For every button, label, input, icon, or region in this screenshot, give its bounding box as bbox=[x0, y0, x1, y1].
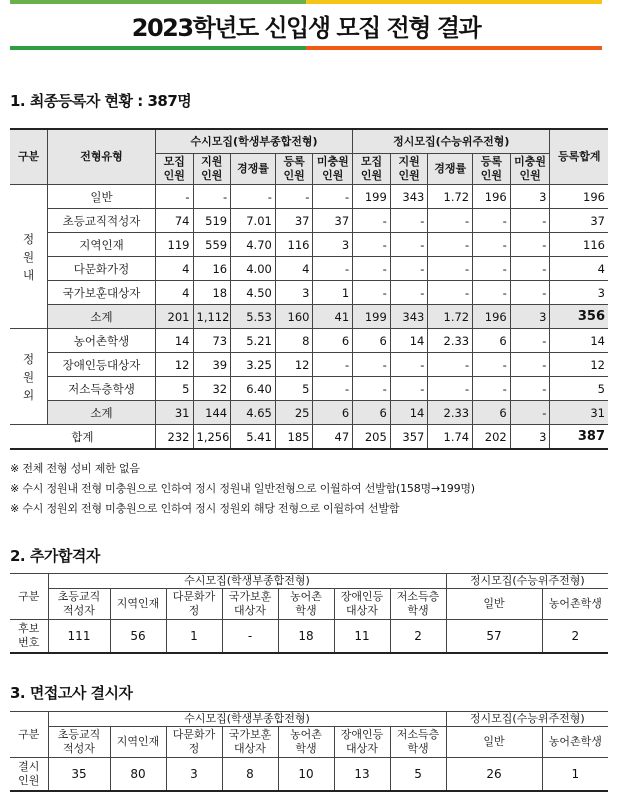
total-value: 357 bbox=[390, 425, 428, 450]
header-subcol: 미충원 인원 bbox=[313, 154, 353, 185]
row-value: - bbox=[428, 233, 473, 257]
row-value: 2.33 bbox=[428, 329, 473, 353]
row-value: 5.53 bbox=[231, 305, 276, 329]
header-gubun: 구분 bbox=[10, 574, 48, 620]
row-value: - bbox=[353, 353, 391, 377]
row-value: 12 bbox=[275, 353, 313, 377]
row-value: 6 bbox=[473, 401, 511, 425]
row-value: 2.33 bbox=[428, 401, 473, 425]
row-value: 4 bbox=[155, 281, 193, 305]
row-value: 1,112 bbox=[193, 305, 231, 329]
title-banner bbox=[10, 0, 602, 52]
registration-table bbox=[10, 128, 608, 450]
row-value: 8 bbox=[222, 758, 278, 792]
row-value: 144 bbox=[193, 401, 231, 425]
row-value: 32 bbox=[193, 377, 231, 401]
row-value: 199 bbox=[353, 305, 391, 329]
header-jeongsi: 정시모집(수능위주전형) bbox=[446, 574, 608, 589]
table-row bbox=[10, 233, 608, 257]
row-value: - bbox=[428, 257, 473, 281]
table-row bbox=[10, 377, 608, 401]
row-value: 25 bbox=[275, 401, 313, 425]
row-value: 11 bbox=[334, 620, 390, 654]
header-susi: 수시모집(학생부종합전형) bbox=[48, 574, 446, 589]
row-value: 39 bbox=[193, 353, 231, 377]
header-subcol: 국가보훈 대상자 bbox=[222, 727, 278, 758]
row-value: 4 bbox=[550, 257, 608, 281]
header-subcol: 모집 인원 bbox=[353, 154, 391, 185]
table-row bbox=[10, 353, 608, 377]
total-value: 205 bbox=[353, 425, 391, 450]
row-label: 후보 번호 bbox=[10, 620, 48, 654]
row-value: - bbox=[473, 377, 511, 401]
row-value: 31 bbox=[155, 401, 193, 425]
row-label: 장애인등대상자 bbox=[48, 353, 156, 377]
header-subcol: 일반 bbox=[446, 727, 542, 758]
row-label: 저소득층학생 bbox=[48, 377, 156, 401]
row-label: 지역인재 bbox=[48, 233, 156, 257]
row-value: 80 bbox=[110, 758, 166, 792]
row-value: 5 bbox=[390, 758, 446, 792]
title-bottom-bar bbox=[10, 46, 602, 50]
row-value: - bbox=[193, 185, 231, 209]
total-value: 202 bbox=[473, 425, 511, 450]
header-row bbox=[10, 589, 608, 620]
row-value: - bbox=[390, 233, 428, 257]
row-value: - bbox=[390, 257, 428, 281]
header-total: 등록합계 bbox=[550, 129, 608, 185]
row-value: - bbox=[313, 353, 353, 377]
row-value: 4.70 bbox=[231, 233, 276, 257]
row-value: - bbox=[390, 281, 428, 305]
row-label: 초등교직적성자 bbox=[48, 209, 156, 233]
row-value: 41 bbox=[313, 305, 353, 329]
row-value: - bbox=[222, 620, 278, 654]
row-value: 160 bbox=[275, 305, 313, 329]
row-value: - bbox=[473, 281, 511, 305]
row-value: 4.50 bbox=[231, 281, 276, 305]
header-subcol: 등록 인원 bbox=[275, 154, 313, 185]
note-line: ※ 수시 정원외 전형 미충원으로 인하여 정시 정원외 해당 전형으로 이월하여 선발함 bbox=[10, 502, 400, 515]
interview-absentee-table bbox=[10, 711, 608, 792]
row-value: - bbox=[510, 257, 550, 281]
header-row bbox=[10, 129, 608, 154]
total-value: 1,256 bbox=[193, 425, 231, 450]
header-type: 전형유형 bbox=[48, 129, 156, 185]
header-jeongsi: 정시모집(수능위주전형) bbox=[353, 129, 550, 154]
row-value: 3.25 bbox=[231, 353, 276, 377]
header-subcol: 미충원 인원 bbox=[510, 154, 550, 185]
header-subcol: 지역인재 bbox=[110, 589, 166, 620]
row-value: 3 bbox=[313, 233, 353, 257]
subtotal-row bbox=[10, 305, 608, 329]
note-line: ※ 수시 정원내 전형 미충원으로 인하여 정시 정원내 일반전형으로 이월하여 선발함(158명→199명) bbox=[10, 482, 475, 495]
total-value: 185 bbox=[275, 425, 313, 450]
row-value: 31 bbox=[550, 401, 608, 425]
row-value: 4.00 bbox=[231, 257, 276, 281]
row-value: 57 bbox=[446, 620, 542, 654]
row-value: 56 bbox=[110, 620, 166, 654]
header-subcol: 등록 인원 bbox=[473, 154, 511, 185]
row-value: - bbox=[353, 281, 391, 305]
row-value: 4.65 bbox=[231, 401, 276, 425]
row-value: - bbox=[390, 353, 428, 377]
row-value: 201 bbox=[155, 305, 193, 329]
row-value: - bbox=[473, 233, 511, 257]
row-value: 14 bbox=[155, 329, 193, 353]
header-subcol: 지원 인원 bbox=[390, 154, 428, 185]
table-row bbox=[10, 620, 608, 654]
header-subcol: 지원 인원 bbox=[193, 154, 231, 185]
total-value: 47 bbox=[313, 425, 353, 450]
total-value: 3 bbox=[510, 425, 550, 450]
header-subcol: 저소득층 학생 bbox=[390, 589, 446, 620]
row-value: 356 bbox=[550, 305, 608, 329]
row-value: 343 bbox=[390, 185, 428, 209]
row-value: 5 bbox=[155, 377, 193, 401]
table-row bbox=[10, 209, 608, 233]
row-value: - bbox=[428, 209, 473, 233]
header-subcol: 모집 인원 bbox=[155, 154, 193, 185]
row-value: 18 bbox=[278, 620, 334, 654]
row-value: - bbox=[510, 353, 550, 377]
row-value: - bbox=[353, 209, 391, 233]
row-value: - bbox=[428, 353, 473, 377]
row-value: - bbox=[390, 377, 428, 401]
row-value: - bbox=[473, 353, 511, 377]
row-value: 196 bbox=[473, 185, 511, 209]
row-value: 119 bbox=[155, 233, 193, 257]
row-label: 국가보훈대상자 bbox=[48, 281, 156, 305]
table-row bbox=[10, 281, 608, 305]
total-value: 232 bbox=[155, 425, 193, 450]
row-value: 199 bbox=[353, 185, 391, 209]
row-value: 6 bbox=[353, 329, 391, 353]
header-subcol: 다문화가정 bbox=[166, 589, 222, 620]
row-value: - bbox=[155, 185, 193, 209]
row-value: 12 bbox=[550, 353, 608, 377]
row-value: 2 bbox=[542, 620, 608, 654]
header-subcol: 경쟁률 bbox=[428, 154, 473, 185]
row-value: 73 bbox=[193, 329, 231, 353]
row-value: 111 bbox=[48, 620, 110, 654]
row-value: - bbox=[313, 257, 353, 281]
row-value: 4 bbox=[155, 257, 193, 281]
row-value: 1 bbox=[166, 620, 222, 654]
row-value: - bbox=[390, 209, 428, 233]
header-subcol: 농어촌학생 bbox=[542, 727, 608, 758]
row-value: 16 bbox=[193, 257, 231, 281]
total-row bbox=[10, 425, 608, 450]
row-value: - bbox=[275, 185, 313, 209]
row-value: 10 bbox=[278, 758, 334, 792]
row-value: - bbox=[353, 257, 391, 281]
row-value: 1.72 bbox=[428, 305, 473, 329]
header-subcol: 저소득층 학생 bbox=[390, 727, 446, 758]
header-row bbox=[10, 712, 608, 727]
header-row bbox=[10, 727, 608, 758]
row-value: - bbox=[510, 329, 550, 353]
subtotal-row bbox=[10, 401, 608, 425]
section3-heading: 3. 면접고사 결시자 bbox=[10, 684, 133, 702]
row-value: 3 bbox=[510, 185, 550, 209]
row-value: - bbox=[313, 377, 353, 401]
row-value: 3 bbox=[275, 281, 313, 305]
row-value: 12 bbox=[155, 353, 193, 377]
table-row bbox=[10, 329, 608, 353]
row-value: 13 bbox=[334, 758, 390, 792]
row-value: - bbox=[428, 281, 473, 305]
table-row bbox=[10, 185, 608, 209]
row-value: 1.72 bbox=[428, 185, 473, 209]
row-value: 5 bbox=[275, 377, 313, 401]
header-row bbox=[10, 574, 608, 589]
row-value: 3 bbox=[510, 305, 550, 329]
row-value: 5.21 bbox=[231, 329, 276, 353]
row-value: 196 bbox=[473, 305, 511, 329]
row-value: 5 bbox=[550, 377, 608, 401]
table-row bbox=[10, 257, 608, 281]
row-value: 519 bbox=[193, 209, 231, 233]
row-value: - bbox=[510, 233, 550, 257]
row-value: - bbox=[510, 377, 550, 401]
row-value: - bbox=[510, 209, 550, 233]
section1-heading: 1. 최종등록자 현황 : 387명 bbox=[10, 92, 192, 110]
row-value: 14 bbox=[390, 329, 428, 353]
page-title: 2023학년도 신입생 모집 전형 결과 bbox=[131, 14, 481, 42]
row-value: 116 bbox=[550, 233, 608, 257]
header-subcol: 장애인등 대상자 bbox=[334, 727, 390, 758]
row-value: 37 bbox=[313, 209, 353, 233]
row-value: 14 bbox=[390, 401, 428, 425]
row-value: 1 bbox=[542, 758, 608, 792]
row-value: 116 bbox=[275, 233, 313, 257]
section2-heading: 2. 추가합격자 bbox=[10, 547, 100, 565]
row-value: 37 bbox=[550, 209, 608, 233]
header-subcol: 장애인등 대상자 bbox=[334, 589, 390, 620]
row-value: - bbox=[510, 281, 550, 305]
row-value: - bbox=[353, 233, 391, 257]
row-value: 6 bbox=[313, 401, 353, 425]
row-value: - bbox=[510, 401, 550, 425]
row-value: - bbox=[353, 377, 391, 401]
row-value: 7.01 bbox=[231, 209, 276, 233]
row-label: 일반 bbox=[48, 185, 156, 209]
header-subcol: 경쟁률 bbox=[231, 154, 276, 185]
header-susi: 수시모집(학생부종합전형) bbox=[155, 129, 352, 154]
row-value: - bbox=[231, 185, 276, 209]
row-value: 74 bbox=[155, 209, 193, 233]
row-value: 196 bbox=[550, 185, 608, 209]
header-subcol: 농어촌 학생 bbox=[278, 727, 334, 758]
row-value: 26 bbox=[446, 758, 542, 792]
row-value: 8 bbox=[275, 329, 313, 353]
header-susi: 수시모집(학생부종합전형) bbox=[48, 712, 446, 727]
row-value: - bbox=[473, 257, 511, 281]
group-label-in: 정 원 내 bbox=[10, 185, 48, 329]
row-value: 559 bbox=[193, 233, 231, 257]
row-value: 6.40 bbox=[231, 377, 276, 401]
row-value: 6 bbox=[353, 401, 391, 425]
total-value: 5.41 bbox=[231, 425, 276, 450]
row-value: 4 bbox=[275, 257, 313, 281]
total-label: 합계 bbox=[10, 425, 155, 450]
group-label-out: 정 원 외 bbox=[10, 329, 48, 425]
header-gubun: 구분 bbox=[10, 129, 48, 185]
row-label: 농어촌학생 bbox=[48, 329, 156, 353]
row-value: 18 bbox=[193, 281, 231, 305]
header-subcol: 다문화가정 bbox=[166, 727, 222, 758]
header-subcol: 지역인재 bbox=[110, 727, 166, 758]
header-subcol: 초등교직 적성자 bbox=[48, 589, 110, 620]
row-value: 1 bbox=[313, 281, 353, 305]
row-value: 6 bbox=[473, 329, 511, 353]
row-value: - bbox=[313, 185, 353, 209]
row-value: 35 bbox=[48, 758, 110, 792]
header-jeongsi: 정시모집(수능위주전형) bbox=[446, 712, 608, 727]
row-label: 소계 bbox=[48, 305, 156, 329]
table-row bbox=[10, 758, 608, 792]
header-subcol: 농어촌학생 bbox=[542, 589, 608, 620]
row-value: - bbox=[473, 209, 511, 233]
note-line: ※ 전체 전형 성비 제한 없음 bbox=[10, 462, 140, 475]
total-value: 387 bbox=[550, 425, 608, 450]
row-label: 다문화가정 bbox=[48, 257, 156, 281]
header-subcol: 농어촌 학생 bbox=[278, 589, 334, 620]
total-value: 1.74 bbox=[428, 425, 473, 450]
header-subcol: 초등교직 적성자 bbox=[48, 727, 110, 758]
additional-admission-table bbox=[10, 573, 608, 654]
header-gubun: 구분 bbox=[10, 712, 48, 758]
title-top-bar bbox=[10, 0, 602, 4]
row-value: 3 bbox=[166, 758, 222, 792]
row-value: 3 bbox=[550, 281, 608, 305]
header-subcol: 일반 bbox=[446, 589, 542, 620]
row-value: 343 bbox=[390, 305, 428, 329]
row-value: 14 bbox=[550, 329, 608, 353]
row-value: 6 bbox=[313, 329, 353, 353]
row-value: 37 bbox=[275, 209, 313, 233]
row-value: - bbox=[428, 377, 473, 401]
header-subcol: 국가보훈 대상자 bbox=[222, 589, 278, 620]
row-value: 2 bbox=[390, 620, 446, 654]
row-label: 소계 bbox=[48, 401, 156, 425]
row-label: 결시 인원 bbox=[10, 758, 48, 792]
